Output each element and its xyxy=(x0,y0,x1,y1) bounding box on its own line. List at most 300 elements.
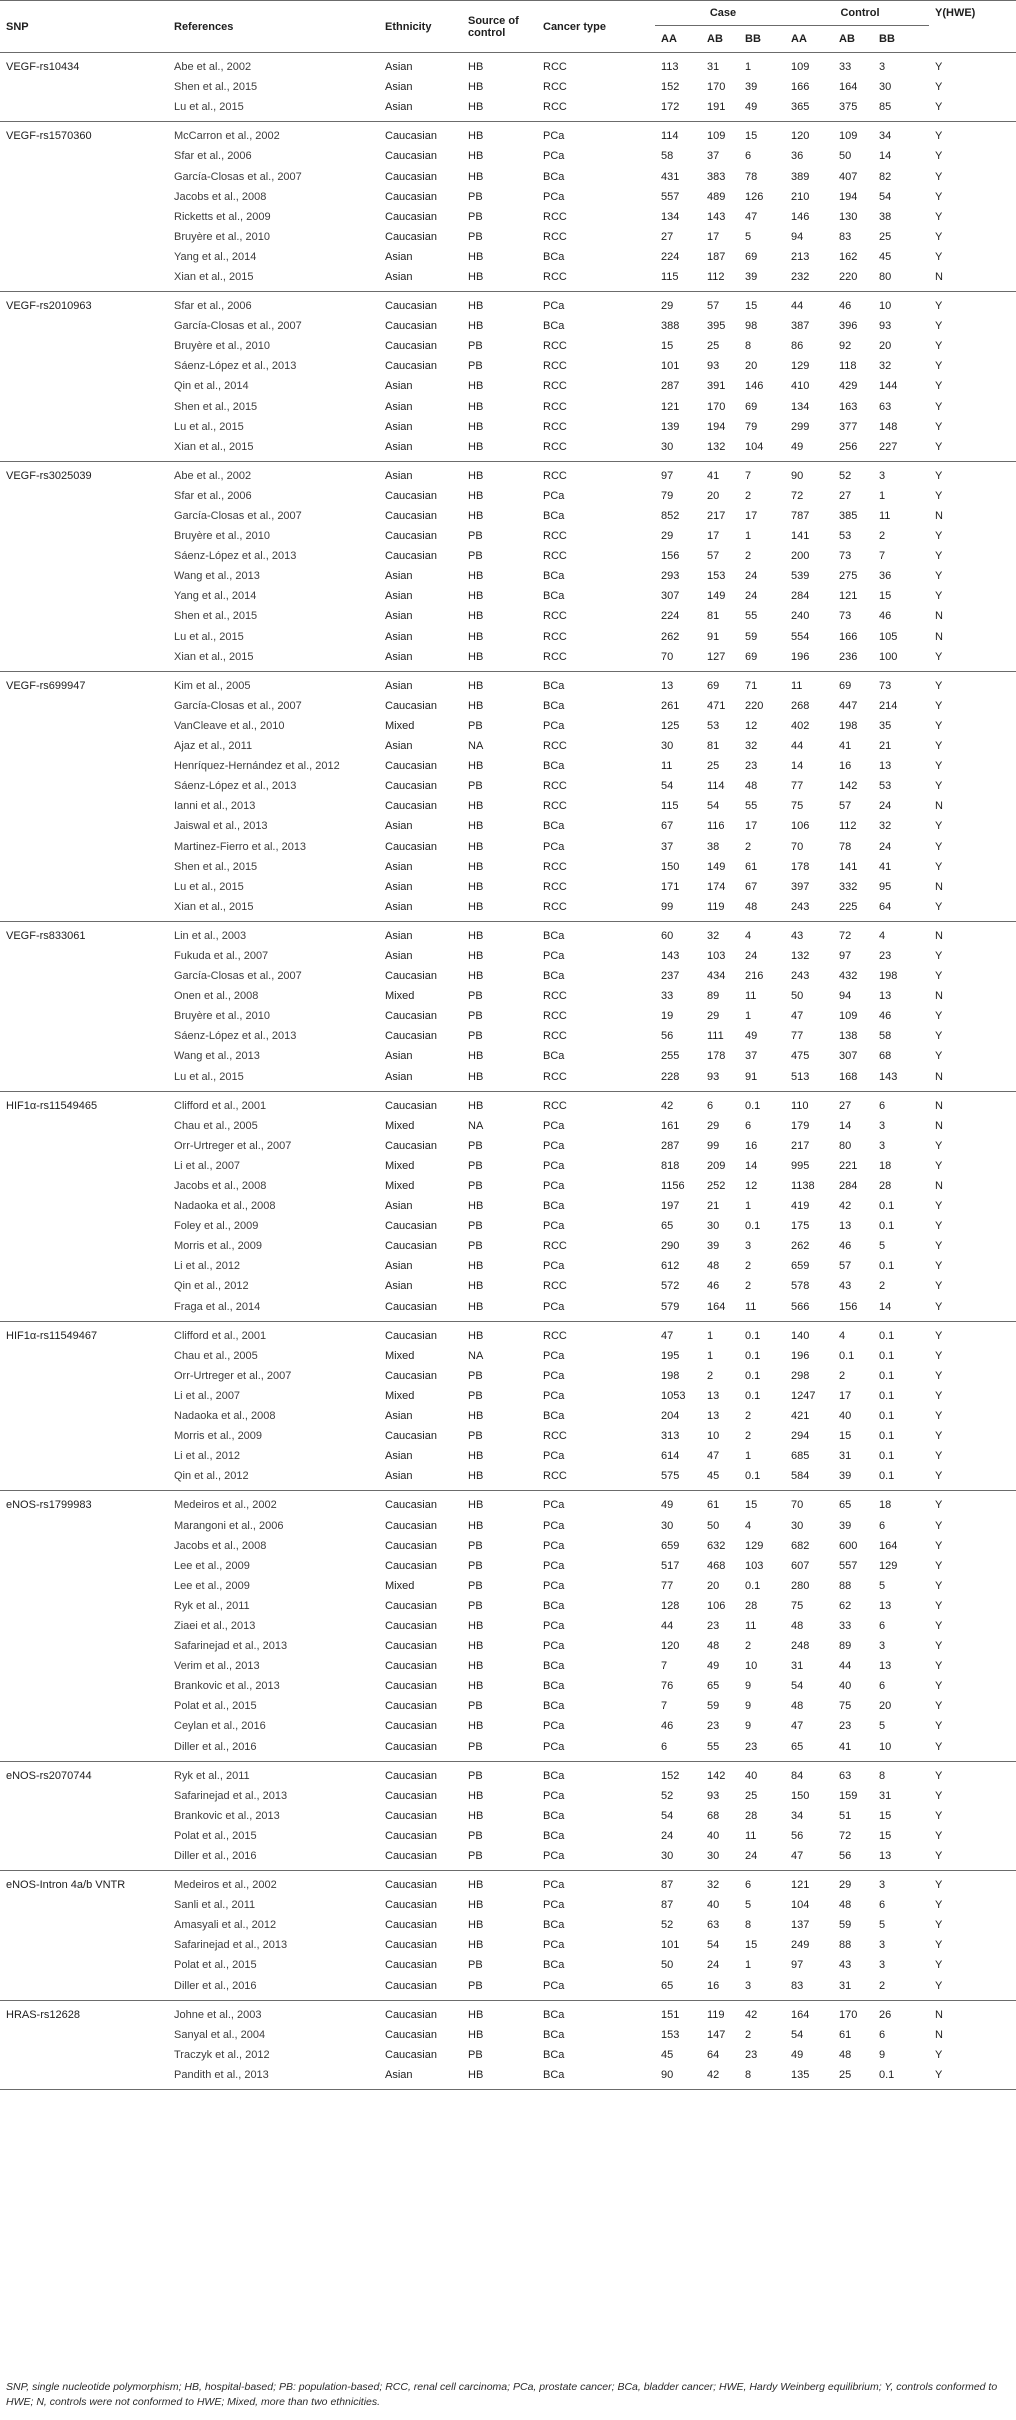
hwe-cell: Y xyxy=(935,1430,943,1443)
hwe-cell: Y xyxy=(935,699,943,712)
snp-name-cell xyxy=(0,1846,168,1871)
cancer-type-cell: BCa xyxy=(543,590,565,603)
snp-name-cell xyxy=(0,417,168,437)
source-of-control-cell: PB xyxy=(468,2048,483,2061)
control-aa-cell: 280 xyxy=(791,1579,810,1592)
case-ab-cell: 109 xyxy=(707,130,726,143)
control-bb-cell: 80 xyxy=(879,270,892,283)
control-ab-cell: 48 xyxy=(839,1899,852,1912)
case-bb-cell: 37 xyxy=(745,1050,758,1063)
ethnicity-cell: Caucasian xyxy=(385,1300,437,1313)
table-row xyxy=(0,671,1016,696)
header-hwe: Y(HWE) xyxy=(935,7,976,20)
hwe-cell: Y xyxy=(935,1919,943,1932)
case-bb-cell: 61 xyxy=(745,860,758,873)
control-ab-cell: 118 xyxy=(839,360,857,373)
control-aa-cell: 109 xyxy=(791,61,810,74)
snp-name-cell xyxy=(0,397,168,417)
source-of-control-cell: HB xyxy=(468,61,484,74)
table-row xyxy=(0,1091,1016,1116)
snp-name-cell xyxy=(0,986,168,1006)
source-of-control-cell: HB xyxy=(468,130,484,143)
table-row xyxy=(0,966,1016,986)
ethnicity-cell: Caucasian xyxy=(385,2048,437,2061)
case-bb-cell: 48 xyxy=(745,900,758,913)
cancer-type-cell: BCa xyxy=(543,170,565,183)
case-ab-cell: 40 xyxy=(707,1829,720,1842)
case-ab-cell: 30 xyxy=(707,1850,720,1863)
ethnicity-cell: Caucasian xyxy=(385,1939,437,1952)
table-row xyxy=(0,1366,1016,1386)
reference-cell: Sfar et al., 2006 xyxy=(174,489,252,502)
ethnicity-cell: Caucasian xyxy=(385,130,437,143)
case-bb-cell: 40 xyxy=(745,1769,758,1782)
control-ab-cell: 4 xyxy=(839,1329,846,1342)
reference-cell: Shen et al., 2015 xyxy=(174,81,258,94)
control-aa-cell: 75 xyxy=(791,800,804,813)
control-ab-cell: 275 xyxy=(839,570,858,583)
case-aa-cell: 11 xyxy=(661,760,673,773)
case-ab-cell: 489 xyxy=(707,190,726,203)
ethnicity-cell: Asian xyxy=(385,820,413,833)
source-of-control-cell: HB xyxy=(468,1809,484,1822)
cancer-type-cell: BCa xyxy=(543,1599,565,1612)
source-of-control-cell: NA xyxy=(468,1119,484,1132)
ethnicity-cell: Caucasian xyxy=(385,510,437,523)
ethnicity-cell: Asian xyxy=(385,860,413,873)
snp-group xyxy=(0,1871,1016,2001)
control-aa-cell: 217 xyxy=(791,1139,810,1152)
case-ab-cell: 252 xyxy=(707,1180,726,1193)
case-ab-cell: 38 xyxy=(707,840,720,853)
reference-cell: Orr-Urtreger et al., 2007 xyxy=(174,1369,292,1382)
ethnicity-cell: Caucasian xyxy=(385,1030,437,1043)
reference-cell: Safarinejad et al., 2013 xyxy=(174,1789,288,1802)
control-bb-cell: 5 xyxy=(879,1579,886,1592)
snp-name-cell xyxy=(0,716,168,736)
table-row xyxy=(0,1806,1016,1826)
ethnicity-cell: Caucasian xyxy=(385,1829,437,1842)
table-row xyxy=(0,227,1016,247)
control-aa-cell: 248 xyxy=(791,1640,810,1653)
control-aa-cell: 419 xyxy=(791,1200,810,1213)
snp-name-cell xyxy=(0,1236,168,1256)
ethnicity-cell: Caucasian xyxy=(385,1619,437,1632)
table-row xyxy=(0,1955,1016,1975)
cancer-type-cell: RCC xyxy=(543,530,567,543)
snp-name-cell xyxy=(0,77,168,97)
control-ab-cell: 112 xyxy=(839,820,857,833)
control-ab-cell: 62 xyxy=(839,1599,852,1612)
ethnicity-cell: Asian xyxy=(385,590,413,603)
source-of-control-cell: HB xyxy=(468,1499,484,1512)
cancer-type-cell: RCC xyxy=(543,340,567,353)
ethnicity-cell: Caucasian xyxy=(385,360,437,373)
ethnicity-cell: Mixed xyxy=(385,1159,415,1172)
reference-cell: Qin et al., 2012 xyxy=(174,1470,249,1483)
source-of-control-cell: PB xyxy=(468,1850,483,1863)
snp-name-cell xyxy=(0,1556,168,1576)
case-bb-cell: 15 xyxy=(745,130,758,143)
control-ab-cell: 15 xyxy=(839,1430,852,1443)
control-aa-cell: 83 xyxy=(791,1979,804,1992)
source-of-control-cell: NA xyxy=(468,1349,484,1362)
source-of-control-cell: HB xyxy=(468,2068,484,2081)
control-ab-cell: 13 xyxy=(839,1220,852,1233)
case-bb-cell: 11 xyxy=(745,1300,757,1313)
case-ab-cell: 1 xyxy=(707,1349,714,1362)
control-ab-cell: 25 xyxy=(839,2068,852,2081)
hwe-cell: Y xyxy=(935,1260,943,1273)
hwe-cell: Y xyxy=(935,1349,943,1362)
control-ab-cell: 56 xyxy=(839,1850,852,1863)
hwe-cell: Y xyxy=(935,780,943,793)
cancer-type-cell: RCC xyxy=(543,780,567,793)
table-row xyxy=(0,122,1016,147)
snp-name-cell xyxy=(0,2025,168,2045)
cancer-type-cell: RCC xyxy=(543,400,567,413)
ethnicity-cell: Caucasian xyxy=(385,210,437,223)
reference-cell: Jaiswal et al., 2013 xyxy=(174,820,268,833)
case-bb-cell: 3 xyxy=(745,1979,752,1992)
control-ab-cell: 57 xyxy=(839,1260,852,1273)
snp-name-cell xyxy=(0,1466,168,1491)
case-ab-cell: 147 xyxy=(707,2028,726,2041)
table-row xyxy=(0,1935,1016,1955)
case-ab-cell: 194 xyxy=(707,420,726,433)
case-aa-cell: 30 xyxy=(661,440,674,453)
source-of-control-cell: HB xyxy=(468,320,484,333)
control-bb-cell: 38 xyxy=(879,210,892,223)
ethnicity-cell: Caucasian xyxy=(385,1680,437,1693)
reference-cell: Li et al., 2007 xyxy=(174,1389,241,1402)
ethnicity-cell: Asian xyxy=(385,2068,413,2081)
case-aa-cell: 19 xyxy=(661,1010,674,1023)
case-aa-cell: 90 xyxy=(661,2068,674,2081)
ethnicity-cell: Asian xyxy=(385,1410,413,1423)
header-source-of-control: Source of control xyxy=(468,14,519,39)
ethnicity-cell: Caucasian xyxy=(385,1809,437,1822)
case-bb-cell: 23 xyxy=(745,1740,758,1753)
cancer-type-cell: BCa xyxy=(543,1769,565,1782)
ethnicity-cell: Asian xyxy=(385,400,413,413)
control-bb-cell: 164 xyxy=(879,1539,898,1552)
control-aa-cell: 294 xyxy=(791,1430,810,1443)
case-ab-cell: 142 xyxy=(707,1769,726,1782)
control-aa-cell: 284 xyxy=(791,590,810,603)
control-aa-cell: 104 xyxy=(791,1899,810,1912)
case-ab-cell: 24 xyxy=(707,1959,720,1972)
reference-cell: Morris et al., 2009 xyxy=(174,1240,263,1253)
hwe-cell: Y xyxy=(935,101,943,114)
case-bb-cell: 4 xyxy=(745,1519,752,1532)
control-aa-cell: 249 xyxy=(791,1939,810,1952)
hwe-cell: Y xyxy=(935,1329,943,1342)
control-bb-cell: 35 xyxy=(879,719,892,732)
case-aa-cell: 54 xyxy=(661,780,674,793)
reference-cell: Polat et al., 2015 xyxy=(174,1829,257,1842)
case-aa-cell: 24 xyxy=(661,1829,674,1842)
snp-name-cell: VEGF-rs3025039 xyxy=(6,469,92,482)
snp-group xyxy=(0,1321,1016,1491)
control-aa-cell: 578 xyxy=(791,1280,810,1293)
source-of-control-cell: HB xyxy=(468,420,484,433)
table-row xyxy=(0,1136,1016,1156)
control-aa-cell: 70 xyxy=(791,1499,804,1512)
hwe-cell: N xyxy=(935,610,943,623)
ethnicity-cell: Caucasian xyxy=(385,230,437,243)
control-ab-cell: 33 xyxy=(839,1619,852,1632)
snp-name-cell xyxy=(0,1616,168,1636)
control-ab-cell: 109 xyxy=(839,130,858,143)
cancer-type-cell: PCa xyxy=(543,719,565,732)
case-aa-cell: 99 xyxy=(661,900,674,913)
case-aa-cell: 60 xyxy=(661,929,674,942)
source-of-control-cell: HB xyxy=(468,630,484,643)
control-ab-cell: 78 xyxy=(839,840,852,853)
table-row xyxy=(0,1915,1016,1935)
reference-cell: Brankovic et al., 2013 xyxy=(174,1680,280,1693)
case-aa-cell: 65 xyxy=(661,1979,674,1992)
hwe-cell: N xyxy=(935,880,943,893)
control-aa-cell: 48 xyxy=(791,1700,804,1713)
case-aa-cell: 97 xyxy=(661,469,674,482)
source-of-control-cell: PB xyxy=(468,1030,483,1043)
control-aa-cell: 106 xyxy=(791,820,810,833)
cancer-type-cell: BCa xyxy=(543,820,565,833)
table-row xyxy=(0,1006,1016,1026)
case-aa-cell: 575 xyxy=(661,1470,680,1483)
table-row xyxy=(0,776,1016,796)
table-row xyxy=(0,2065,1016,2090)
control-ab-cell: 194 xyxy=(839,190,858,203)
case-bb-cell: 7 xyxy=(745,469,752,482)
cancer-type-cell: RCC xyxy=(543,740,567,753)
control-ab-cell: 80 xyxy=(839,1139,852,1152)
control-bb-cell: 2 xyxy=(879,1280,886,1293)
table-row xyxy=(0,506,1016,526)
source-of-control-cell: PB xyxy=(468,1010,483,1023)
control-ab-cell: 198 xyxy=(839,719,858,732)
hwe-cell: N xyxy=(935,1099,943,1112)
case-ab-cell: 6 xyxy=(707,1099,714,1112)
ethnicity-cell: Mixed xyxy=(385,1119,415,1132)
case-bb-cell: 11 xyxy=(745,990,757,1003)
snp-name-cell xyxy=(0,836,168,856)
case-aa-cell: 287 xyxy=(661,1139,680,1152)
cancer-type-cell: PCa xyxy=(543,1300,565,1313)
reference-cell: Kim et al., 2005 xyxy=(174,679,251,692)
source-of-control-cell: HB xyxy=(468,900,484,913)
control-bb-cell: 3 xyxy=(879,1959,886,1972)
case-ab-cell: 68 xyxy=(707,1809,720,1822)
cancer-type-cell: PCa xyxy=(543,1559,565,1572)
hwe-cell: Y xyxy=(935,1559,943,1572)
control-bb-cell: 3 xyxy=(879,1139,886,1152)
control-ab-cell: 75 xyxy=(839,1700,852,1713)
ethnicity-cell: Caucasian xyxy=(385,970,437,983)
snp-name-cell xyxy=(0,1955,168,1975)
control-aa-cell: 36 xyxy=(791,150,804,163)
case-ab-cell: 42 xyxy=(707,2068,720,2081)
case-aa-cell: 79 xyxy=(661,489,674,502)
table-row xyxy=(0,756,1016,776)
reference-cell: Sanli et al., 2011 xyxy=(174,1899,256,1912)
source-of-control-cell: HB xyxy=(468,929,484,942)
reference-cell: Sáenz-López et al., 2013 xyxy=(174,550,297,563)
case-bb-cell: 2 xyxy=(745,1430,752,1443)
case-ab-cell: 93 xyxy=(707,1789,720,1802)
control-aa-cell: 475 xyxy=(791,1050,810,1063)
control-bb-cell: 36 xyxy=(879,570,892,583)
hwe-cell: Y xyxy=(935,1470,943,1483)
case-ab-cell: 174 xyxy=(707,880,726,893)
case-aa-cell: 152 xyxy=(661,81,680,94)
table-row xyxy=(0,1786,1016,1806)
hwe-cell: Y xyxy=(935,61,943,74)
source-of-control-cell: PB xyxy=(468,1180,483,1193)
case-aa-cell: 45 xyxy=(661,2048,674,2061)
case-aa-cell: 27 xyxy=(661,230,674,243)
case-bb-cell: 0.1 xyxy=(745,1470,761,1483)
source-of-control-cell: PB xyxy=(468,1159,483,1172)
control-ab-cell: 332 xyxy=(839,880,858,893)
snp-name-cell xyxy=(0,606,168,626)
table-row xyxy=(0,1491,1016,1516)
ethnicity-cell: Asian xyxy=(385,469,413,482)
case-bb-cell: 11 xyxy=(745,1619,757,1632)
ethnicity-cell: Caucasian xyxy=(385,2008,437,2021)
cancer-type-cell: RCC xyxy=(543,550,567,563)
case-bb-cell: 78 xyxy=(745,170,758,183)
case-aa-cell: 120 xyxy=(661,1640,680,1653)
table-row xyxy=(0,166,1016,186)
control-bb-cell: 10 xyxy=(879,1740,892,1753)
table-row xyxy=(0,1321,1016,1346)
case-aa-cell: 307 xyxy=(661,590,680,603)
source-of-control-cell: HB xyxy=(468,270,484,283)
control-bb-cell: 0.1 xyxy=(879,1410,895,1423)
case-aa-cell: 614 xyxy=(661,1450,680,1463)
snp-name-cell xyxy=(0,1067,168,1092)
case-aa-cell: 7 xyxy=(661,1700,668,1713)
cancer-type-cell: PCa xyxy=(543,1450,565,1463)
control-aa-cell: 49 xyxy=(791,440,804,453)
ethnicity-cell: Caucasian xyxy=(385,1959,437,1972)
case-ab-cell: 46 xyxy=(707,1280,720,1293)
snp-name-cell: VEGF-rs2010963 xyxy=(6,300,92,313)
table-row xyxy=(0,1676,1016,1696)
ethnicity-cell: Caucasian xyxy=(385,150,437,163)
case-ab-cell: 178 xyxy=(707,1050,726,1063)
header-cancer-type: Cancer type xyxy=(543,20,606,33)
hwe-cell: N xyxy=(935,1070,943,1083)
ethnicity-cell: Caucasian xyxy=(385,840,437,853)
table-row xyxy=(0,1895,1016,1915)
ethnicity-cell: Caucasian xyxy=(385,190,437,203)
reference-cell: Xian et al., 2015 xyxy=(174,900,254,913)
snp-name-cell xyxy=(0,1515,168,1535)
case-aa-cell: 290 xyxy=(661,1240,680,1253)
ethnicity-cell: Asian xyxy=(385,440,413,453)
control-aa-cell: 196 xyxy=(791,1349,810,1362)
snp-name-cell xyxy=(0,1176,168,1196)
snp-name-cell xyxy=(0,316,168,336)
header-case: Case xyxy=(655,1,785,26)
table-row xyxy=(0,1426,1016,1446)
snp-name-cell: eNOS-rs1799983 xyxy=(6,1499,92,1512)
case-bb-cell: 11 xyxy=(745,1829,757,1842)
case-ab-cell: 132 xyxy=(707,440,726,453)
source-of-control-cell: HB xyxy=(468,1329,484,1342)
control-ab-cell: 94 xyxy=(839,990,852,1003)
case-bb-cell: 129 xyxy=(745,1539,764,1552)
case-bb-cell: 3 xyxy=(745,1240,752,1253)
snp-group xyxy=(0,1761,1016,1870)
cancer-type-cell: PCa xyxy=(543,1119,565,1132)
case-bb-cell: 39 xyxy=(745,81,758,94)
control-aa-cell: 44 xyxy=(791,300,804,313)
source-of-control-cell: HB xyxy=(468,1260,484,1273)
cancer-type-cell: RCC xyxy=(543,101,567,114)
hwe-cell: N xyxy=(935,1180,943,1193)
case-aa-cell: 143 xyxy=(661,949,680,962)
hwe-cell: Y xyxy=(935,719,943,732)
case-ab-cell: 25 xyxy=(707,340,720,353)
control-aa-cell: 50 xyxy=(791,990,804,1003)
reference-cell: McCarron et al., 2002 xyxy=(174,130,280,143)
hwe-cell: Y xyxy=(935,1519,943,1532)
case-aa-cell: 195 xyxy=(661,1349,680,1362)
snp-name-cell xyxy=(0,1536,168,1556)
cancer-type-cell: RCC xyxy=(543,1329,567,1342)
table-row xyxy=(0,696,1016,716)
case-aa-cell: 70 xyxy=(661,650,674,663)
control-aa-cell: 232 xyxy=(791,270,810,283)
cancer-type-cell: RCC xyxy=(543,81,567,94)
cancer-type-cell: RCC xyxy=(543,800,567,813)
table-row xyxy=(0,897,1016,922)
snp-name-cell xyxy=(0,1656,168,1676)
case-aa-cell: 204 xyxy=(661,1410,680,1423)
cancer-type-cell: BCa xyxy=(543,570,565,583)
control-bb-cell: 1 xyxy=(879,489,886,502)
case-aa-cell: 101 xyxy=(661,1939,680,1952)
case-ab-cell: 119 xyxy=(707,900,725,913)
cancer-type-cell: PCa xyxy=(543,1389,565,1402)
ethnicity-cell: Mixed xyxy=(385,990,415,1003)
snp-name-cell xyxy=(0,486,168,506)
case-bb-cell: 14 xyxy=(745,1159,758,1172)
case-bb-cell: 12 xyxy=(745,1180,758,1193)
case-aa-cell: 261 xyxy=(661,699,680,712)
snp-name-cell xyxy=(0,1806,168,1826)
hwe-cell: Y xyxy=(935,1050,943,1063)
control-bb-cell: 0.1 xyxy=(879,1430,895,1443)
table-row xyxy=(0,606,1016,626)
cancer-type-cell: PCa xyxy=(543,150,565,163)
control-aa-cell: 299 xyxy=(791,420,810,433)
control-ab-cell: 2 xyxy=(839,1369,846,1382)
case-aa-cell: 293 xyxy=(661,570,680,583)
ethnicity-cell: Caucasian xyxy=(385,760,437,773)
hwe-cell: Y xyxy=(935,300,943,313)
control-ab-cell: 41 xyxy=(839,1740,852,1753)
case-ab-cell: 20 xyxy=(707,489,720,502)
reference-cell: Verim et al., 2013 xyxy=(174,1660,260,1673)
reference-cell: Xian et al., 2015 xyxy=(174,650,254,663)
control-aa-cell: 54 xyxy=(791,1680,804,1693)
